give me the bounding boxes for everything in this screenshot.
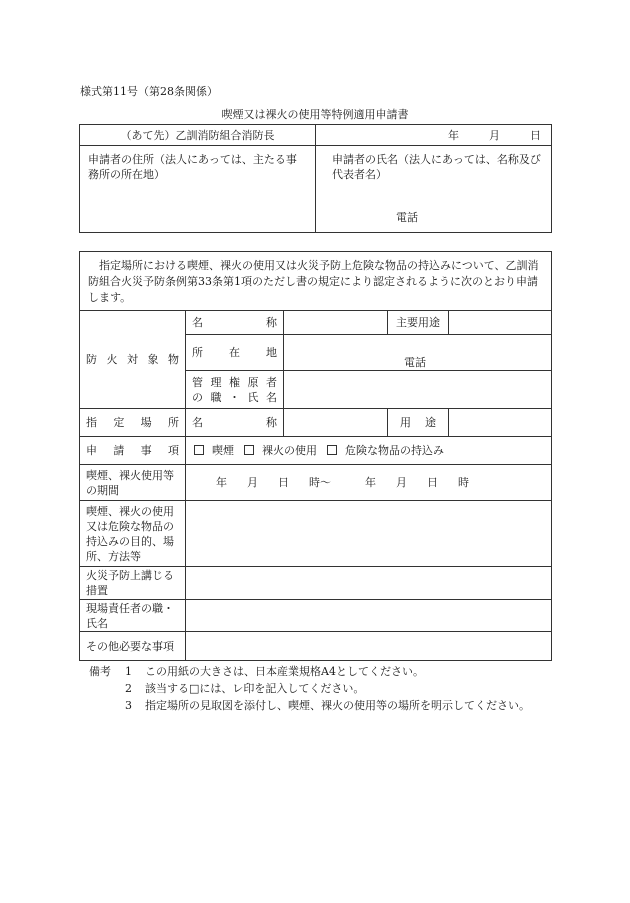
period-unit: 月 [247,476,258,489]
location-label-cell [186,335,284,371]
location-label-char: 所 [192,346,203,359]
period-unit: 日 [427,476,438,489]
addressee: （あて先）乙訓消防組合消防長 [80,125,316,146]
target-label-char: 火 [106,353,118,366]
matter-label-char: 請 [113,444,125,457]
period-unit: 日 [278,476,289,489]
main-use-label: 主要用途 [388,311,449,335]
date-month-label: 月 [489,128,500,142]
supervisor-label: 現場責任者の職・氏名 [80,600,186,632]
form-title: 喫煙又は裸火の使用等特例適用申請書 [221,108,409,121]
period-unit: 月 [396,476,407,489]
request-table [79,251,552,661]
measures-field[interactable] [186,567,552,600]
target-label-char: 象 [147,353,159,366]
matter-label-char: 項 [167,444,179,457]
note-number: 3 [125,699,132,712]
place-name-field[interactable] [284,409,388,437]
use-label-char: 用 [400,416,411,429]
target-label-cell [80,311,186,409]
purpose-field[interactable] [186,501,552,567]
other-label: その他必要な事項 [80,632,186,661]
option-smoking[interactable] [194,443,234,458]
period-unit: 年 [365,476,376,489]
option-label: 喫煙 [212,444,234,457]
form-number: 様式第11号（第28条関係） [80,85,218,98]
manager-label-char: 者 [266,375,277,389]
matter-label-cell [80,437,186,465]
notes [89,663,559,714]
matter-label-char: 事 [140,444,152,457]
place-name-label-char: 称 [266,416,277,429]
designated-label-char: 指 [86,416,97,429]
date-day-label: 日 [530,128,541,142]
manager-label-char: 名 [266,390,277,404]
place-name-label-cell [186,409,284,437]
note-item [89,697,559,714]
note-text: この用紙の大きさは、日本産業規格A4としてください。 [145,665,424,678]
matter-label-char: 申 [86,444,97,457]
matter-options-cell [186,437,552,465]
place-name-label-char: 名 [192,416,203,429]
date-year-label: 年 [448,128,459,142]
option-label: 危険な物品の持込み [345,444,444,457]
option-open-flame[interactable] [244,443,317,458]
note-number: 1 [125,665,132,678]
target-label-char: 物 [168,353,179,366]
period-unit: 時 [458,476,469,489]
designated-label-char: 場 [140,416,152,429]
location-label-char: 在 [229,346,240,359]
supervisor-field[interactable] [186,600,552,632]
applicant-name-label: 申請者の氏名（法人にあっては、名称及び代表者名） [332,153,541,181]
applicant-name-field[interactable] [316,146,552,233]
note-text: 該当する□には、レ印を記入してください。 [145,682,365,695]
request-intro: 指定場所における喫煙、裸火の使用又は火災予防上危険な物品の持込みについて、乙訓消防組合火災予防条例第33条第1項のただし書の規定により認定されるように次のとおり申請します。 [88,259,539,304]
manager-label-char: 権 [229,375,240,389]
target-name-label-cell [186,311,284,335]
use-label-cell [388,409,449,437]
option-hazardous[interactable] [327,443,444,458]
name-label-char: 称 [266,316,277,329]
manager-field[interactable] [284,371,552,409]
period-label: 喫煙、裸火使用等の期間 [80,465,186,501]
applicant-address-field[interactable] [80,146,316,233]
use-field[interactable] [449,409,552,437]
target-label-char: 対 [127,353,138,366]
designated-place-label-cell [80,409,186,437]
applicant-address-label: 申請者の住所（法人にあっては、主たる事務所の所在地） [88,153,297,181]
period-unit: 時～ [309,476,331,489]
period-unit: 年 [216,476,227,489]
note-item [89,680,559,697]
designated-label-char: 定 [113,416,125,429]
manager-label-cell [186,371,284,409]
manager-label-char: 氏 [247,390,259,404]
manager-label-char: の [192,390,203,404]
checkbox-icon[interactable] [327,445,337,455]
manager-label-char: 職 [210,390,222,404]
note-number: 2 [125,682,132,695]
checkbox-icon[interactable] [194,445,204,455]
manager-label-char: 原 [247,375,259,389]
purpose-label: 喫煙、裸火の使用又は危険な物品の持込みの目的、場所、方法等 [80,501,186,567]
location-phone-label: 電話 [404,356,426,369]
note-item [89,663,559,680]
period-field[interactable] [186,465,552,501]
manager-label-char: ・ [229,390,240,404]
manager-label-char: 管 [192,375,203,389]
notes-heading: 備考 [89,665,111,678]
target-name-field[interactable] [284,311,388,335]
location-label-char: 地 [266,346,277,359]
target-label-char: 防 [86,353,97,366]
checkbox-icon[interactable] [244,445,254,455]
use-label-char: 途 [425,416,436,429]
location-field[interactable] [284,335,552,371]
request-intro-cell [80,252,552,311]
name-label-char: 名 [192,316,203,329]
measures-label: 火災予防上講じる措置 [80,567,186,600]
date-cell[interactable] [316,125,552,146]
main-use-field[interactable] [449,311,552,335]
option-label: 裸火の使用 [262,444,317,457]
manager-label-char: 理 [210,375,222,389]
applicant-table [79,124,552,233]
designated-label-char: 所 [167,416,179,429]
applicant-phone-label: 電話 [396,211,418,224]
note-text: 指定場所の見取図を添付し、喫煙、裸火の使用等の場所を明示してください。 [145,699,530,712]
other-field[interactable] [186,632,552,661]
